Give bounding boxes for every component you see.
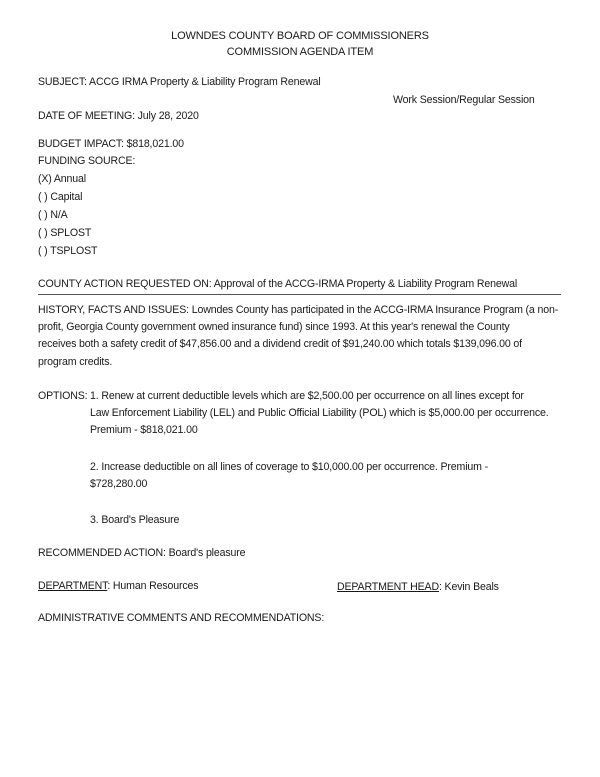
header-subtitle: COMMISSION AGENDA ITEM xyxy=(226,46,374,58)
department-label: DEPARTMENT xyxy=(38,580,108,592)
option-2-line: $728,280.00 xyxy=(90,478,148,490)
county-action-requested: COUNTY ACTION REQUESTED ON: Approval of the ACCG-IRMA Property & Liability Program Renewal xyxy=(38,278,518,290)
budget-impact: BUDGET IMPACT: $818,021.00 xyxy=(38,138,184,150)
department-head-label: DEPARTMENT HEAD xyxy=(337,581,439,593)
funding-option-capital: ( ) Capital xyxy=(38,191,83,203)
recommended-action: RECOMMENDED ACTION: Board's pleasure xyxy=(38,547,246,559)
option-1-line: 1. Renew at current deductible levels which are $2,500.00 per occurrence on all lines except for xyxy=(90,390,524,402)
divider xyxy=(38,294,561,295)
funding-option-annual: (X) Annual xyxy=(38,173,86,185)
subject: SUBJECT: ACCG IRMA Property & Liability Program Renewal xyxy=(38,76,321,88)
options-label: OPTIONS: xyxy=(38,390,88,402)
option-2-line: 2. Increase deductible on all lines of coverage to $10,000.00 per occurrence. Premium - xyxy=(90,461,488,473)
department-head xyxy=(337,580,499,594)
administrative-comments: ADMINISTRATIVE COMMENTS AND RECOMMENDATIONS: xyxy=(38,612,325,624)
funding-option-na: ( ) N/A xyxy=(38,209,68,221)
department xyxy=(38,579,198,593)
funding-option-splost: ( ) SPLOST xyxy=(38,227,92,239)
history-line: HISTORY, FACTS AND ISSUES: Lowndes County has participated in the ACCG-IRMA Insurance Program (a non- xyxy=(38,304,559,316)
header-title: LOWNDES COUNTY BOARD OF COMMISSIONERS xyxy=(171,30,429,42)
option-3: 3. Board's Pleasure xyxy=(90,514,180,526)
funding-source-label: FUNDING SOURCE: xyxy=(38,155,136,167)
option-1-line: Premium - $818,021.00 xyxy=(90,424,198,436)
option-1-line: Law Enforcement Liability (LEL) and Public Official Liability (POL) which is $5,000.00 per occurrence. xyxy=(90,407,549,419)
date-of-meeting: DATE OF MEETING: July 28, 2020 xyxy=(38,110,199,122)
history-line: receives both a safety credit of $47,856.00 and a dividend credit of $91,240.00 which totals $139,096.00 of xyxy=(38,338,522,350)
funding-option-tsplost: ( ) TSPLOST xyxy=(38,245,98,257)
department-head-value: : Kevin Beals xyxy=(438,581,499,593)
history-line: profit, Georgia County government owned insurance fund) since 1993. At this year's renewal the County xyxy=(38,321,510,333)
session-type: Work Session/Regular Session xyxy=(393,94,535,106)
history-line: program credits. xyxy=(38,356,113,368)
department-value: : Human Resources xyxy=(107,580,199,592)
